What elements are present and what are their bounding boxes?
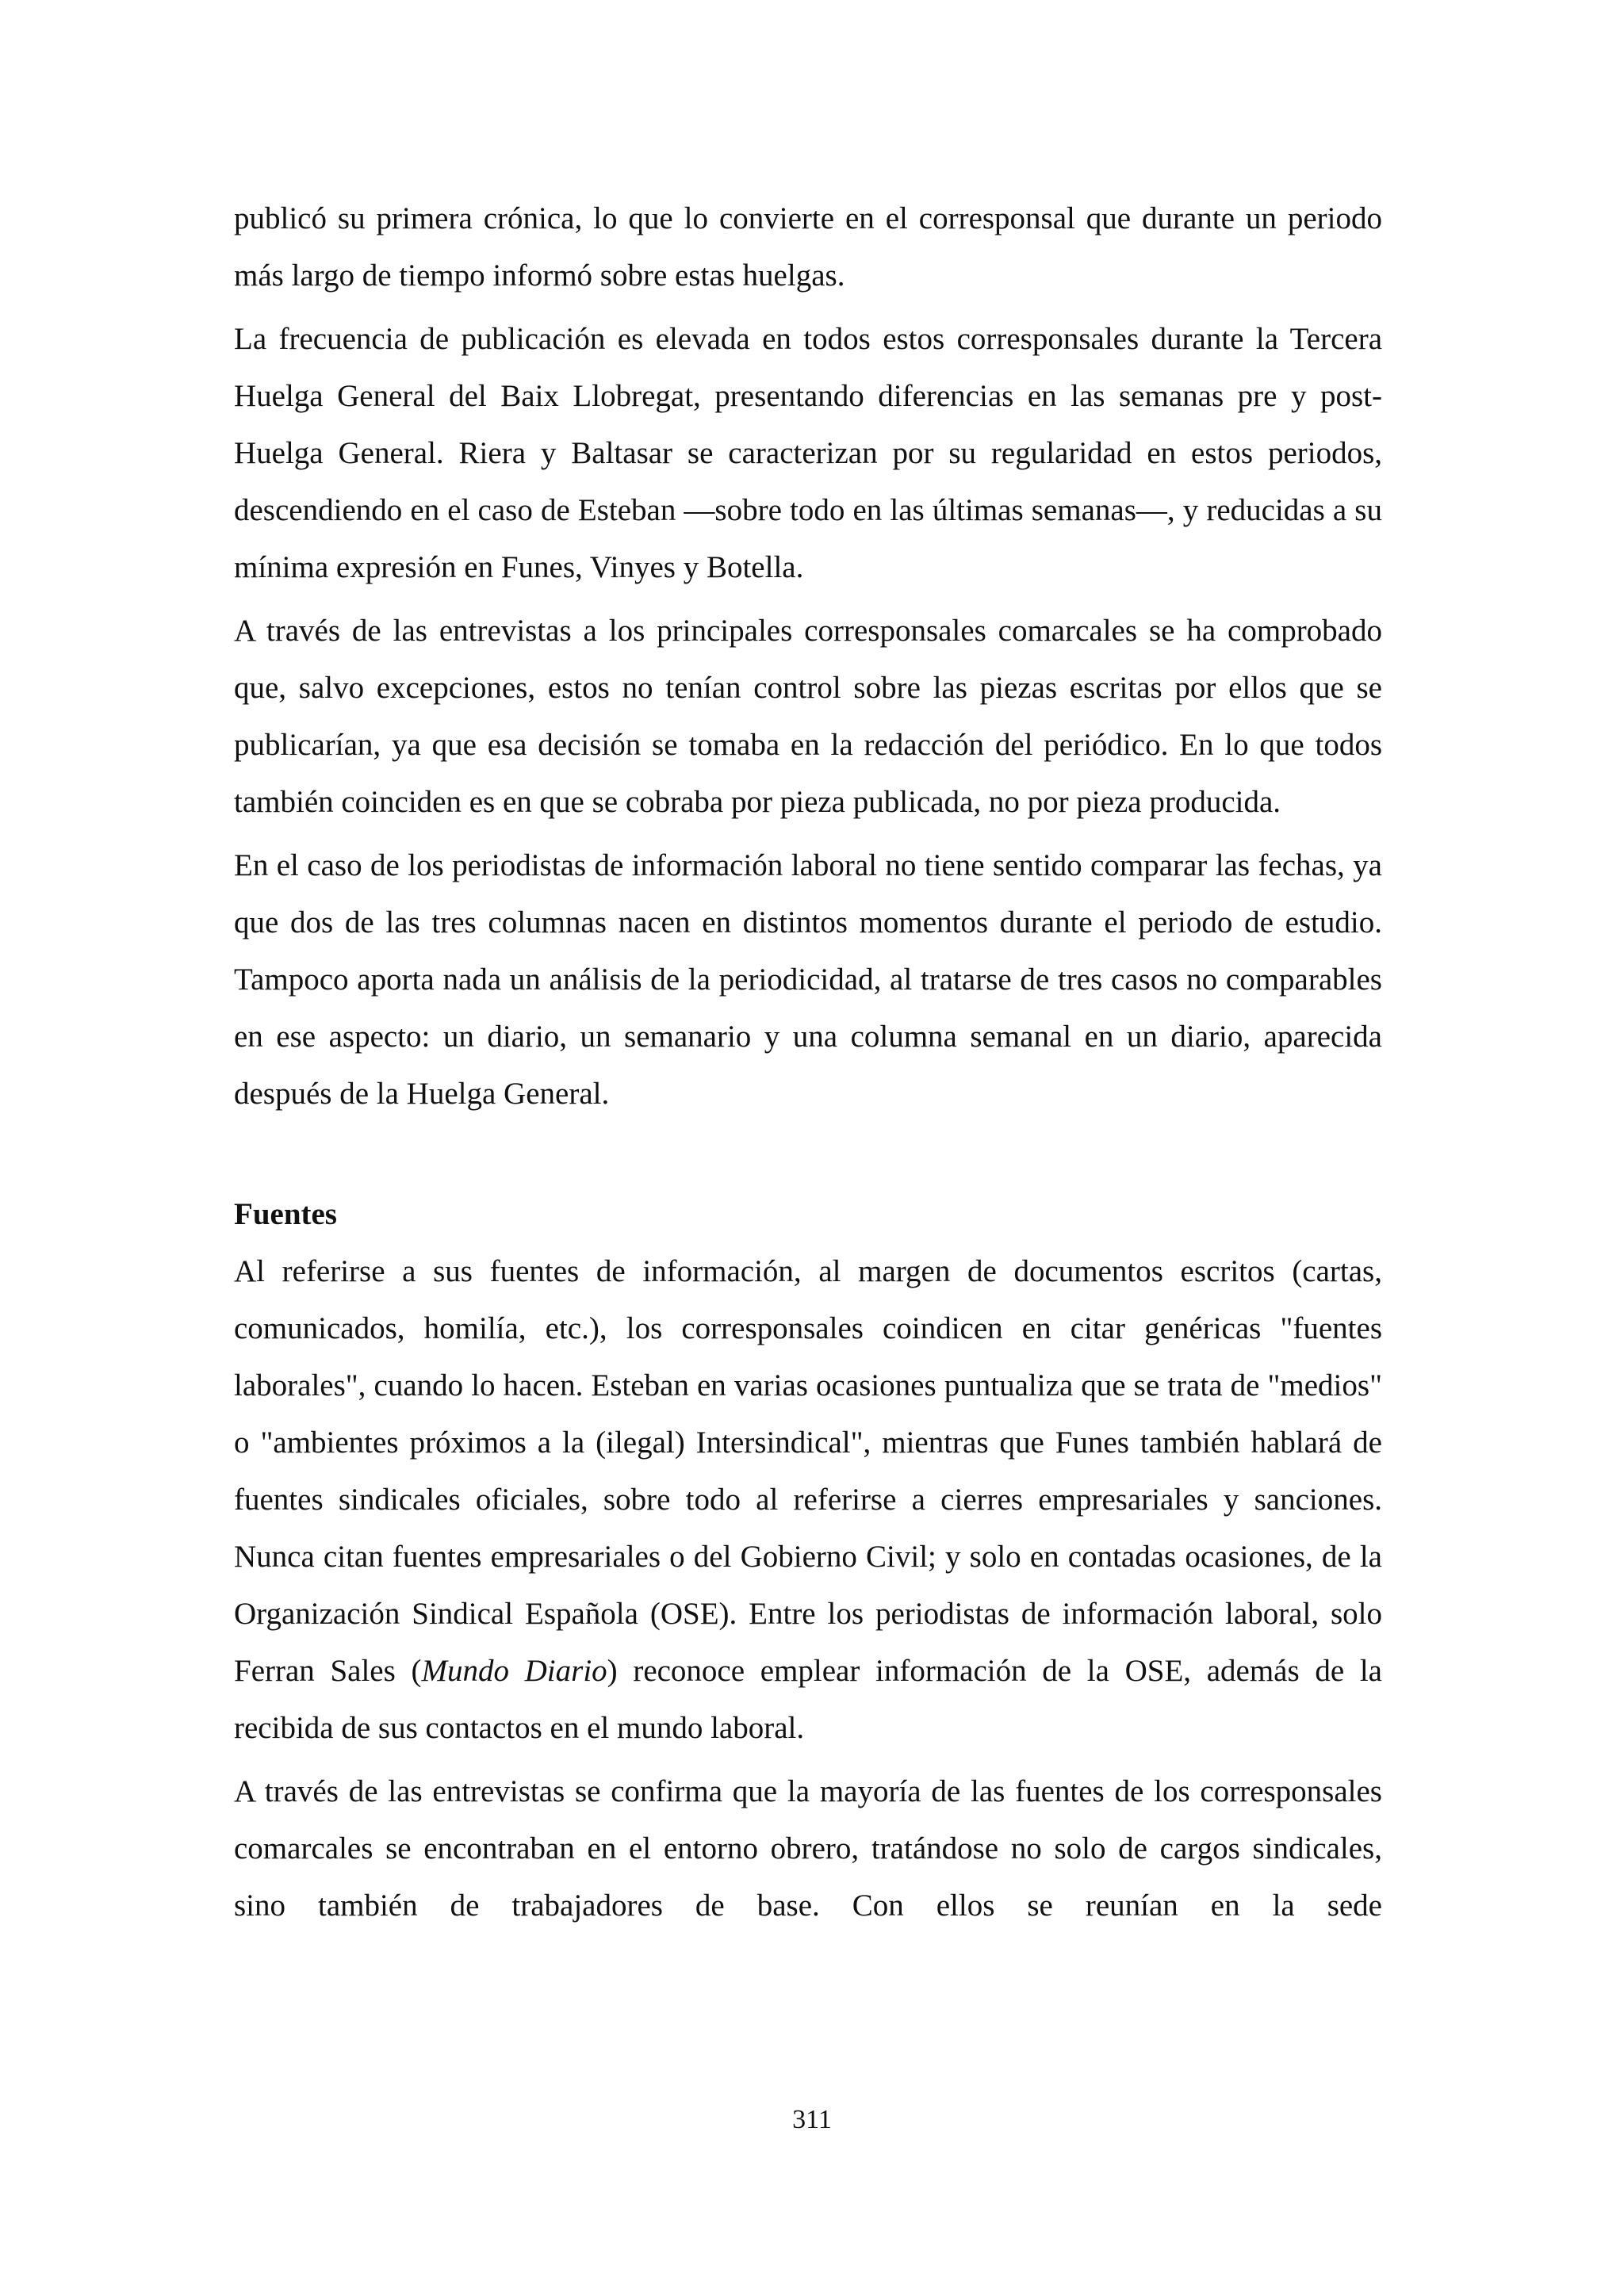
fuentes-paragraph-1-part-2: ) reconoce emplear información de la OSE, además de la recibida de sus contactos en el mundo laboral. <box>234 1654 1382 1745</box>
newspaper-title-italic: Mundo Diario <box>421 1654 607 1688</box>
paragraph-1: publicó su primera crónica, lo que lo convierte en el corresponsal que durante un periodo más largo de tiempo informó sobre estas huelgas. <box>234 201 1382 293</box>
paragraph-4: En el caso de los periodistas de información laboral no tiene sentido comparar las fechas, ya que dos de las tres columnas nacen en distintos momentos durante el periodo de estudio. Tampoco aporta nada un análisis de la periodicidad, al tratarse de tres casos no comparables en ese aspecto: un diario, un semanario y una columna semanal en un diario, aparecida después de la Huelga General. <box>234 848 1382 1111</box>
body-text <box>234 190 1382 1941</box>
page-number: 311 <box>792 2105 832 2134</box>
fuentes-paragraph-1 <box>234 1243 1382 1757</box>
fuentes-paragraph-1-part-1: Al referirse a sus fuentes de información, al margen de documentos escritos (cartas, comunicados, homilía, etc.), los corresponsales coindicen en citar genéricas "fuentes laborales", cuando lo hacen. Esteban en varias ocasiones puntualiza que se trata de "medios" o "ambientes próximos a la (ilegal) Intersindical", mientras que Funes también hablará de fuentes sindicales oficiales, sobre todo al referirse a cierres empresariales y sanciones. Nunca citan fuentes empresariales o del Gobierno Civil; y solo en contadas ocasiones, de la Organización Sindical Española (OSE). Entre los periodistas de información laboral, solo Ferran Sales ( <box>234 1254 1382 1688</box>
paragraph-3: A través de las entrevistas a los principales corresponsales comarcales se ha comprobado que, salvo excepciones, estos no tenían control sobre las piezas escritas por ellos que se publicarían, ya que esa decisión se tomaba en la redacción del periódico. En lo que todos también coinciden es en que se cobraba por pieza publicada, no por pieza producida. <box>234 614 1382 819</box>
section-heading-fuentes: Fuentes <box>234 1197 337 1231</box>
paragraph-2: La frecuencia de publicación es elevada en todos estos corresponsales durante la Tercera Huelga General del Baix Llobregat, presentando diferencias en las semanas pre y post-Huelga General. Riera y Baltasar se caracterizan por su regularidad en estos periodos, descendiendo en el caso de Esteban —sobre todo en las últimas semanas—, y reducidas a su mínima expresión en Funes, Vinyes y Botella. <box>234 322 1382 584</box>
fuentes-paragraph-2: A través de las entrevistas se confirma que la mayoría de las fuentes de los corresponsales comarcales se encontraban en el entorno obrero, tratándose no solo de cargos sindicales, sino también de trabajadores de base. Con ellos se reunían en la sede <box>234 1774 1382 1923</box>
